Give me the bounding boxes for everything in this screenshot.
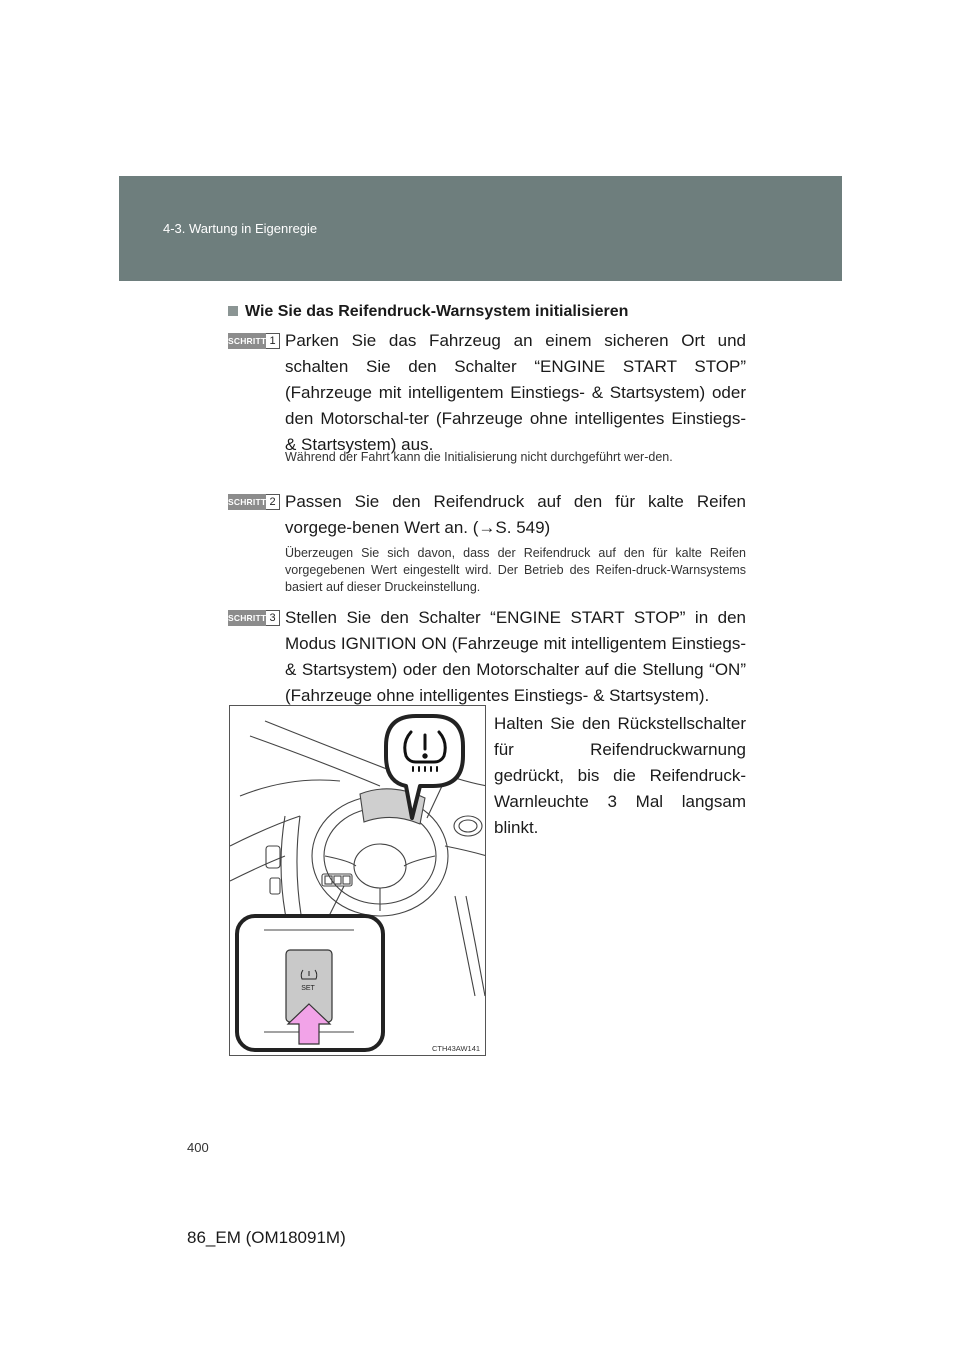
step-badge-number: 2 bbox=[266, 494, 280, 510]
step-2-text: Passen Sie den Reifendruck auf den für kalte Reifen vorgege-benen Wert an. (→S. 549) bbox=[285, 492, 746, 537]
section-heading-text: Wie Sie das Reifendruck-Warnsystem initialisieren bbox=[245, 303, 629, 320]
section-heading bbox=[228, 303, 628, 321]
document-code: 86_EM (OM18091M) bbox=[187, 1228, 346, 1247]
bullet-square-icon bbox=[228, 306, 238, 316]
set-button-label: SET bbox=[301, 985, 315, 992]
step-badge-3 bbox=[228, 610, 279, 626]
section-label: 4-3. Wartung in Eigenregie bbox=[163, 221, 318, 236]
step-badge-label: SCHRITT bbox=[228, 333, 266, 349]
dashboard-illustration bbox=[229, 705, 486, 1056]
step-1-text: Parken Sie das Fahrzeug an einem sicheren Ort und schalten Sie den Schalter “ENGINE START STOP” (Fahrzeuge mit intelligentem Einstiegs- & Startsystem) oder den Motorschal-ter (Fahrzeuge ohne intelligentes Einstiegs- & Startsystem) aus. bbox=[285, 331, 746, 454]
step-1-note: Während der Fahrt kann die Initialisierung nicht durchgeführt wer-den. bbox=[285, 450, 673, 464]
page-number: 400 bbox=[187, 1140, 209, 1155]
step-badge-label: SCHRITT bbox=[228, 494, 266, 510]
figure-code: CTH43AW141 bbox=[432, 1044, 481, 1053]
step-3-text: Stellen Sie den Schalter “ENGINE START STOP” in den Modus IGNITION ON (Fahrzeuge mit intelligentem Einstiegs- & Startsystem) oder den Motorschalter auf die Stellung “ON” (Fahrzeuge ohne intelligentes Einstiegs- & Startsystem). bbox=[285, 608, 746, 705]
step-badge-number: 1 bbox=[266, 333, 280, 349]
step-badge-label: SCHRITT bbox=[228, 610, 266, 626]
step-2-note: Überzeugen Sie sich davon, dass der Reifendruck auf den für kalte Reifen vorgegebenen Wert eingestellt wird. Der Betrieb des Reifen-druck-Warnsystems basiert auf dieser Druckeinstellung. bbox=[285, 546, 746, 594]
step-4-text: Halten Sie den Rückstellschalter für Reifendruckwarnung gedrückt, bis die Reifendruck-Warnleuchte 3 Mal langsam blinkt. bbox=[494, 714, 746, 837]
step-badge-2 bbox=[228, 494, 279, 510]
dashboard-drawing bbox=[230, 706, 486, 1056]
step-badge-number: 3 bbox=[266, 610, 280, 626]
step-badge-1 bbox=[228, 333, 279, 349]
